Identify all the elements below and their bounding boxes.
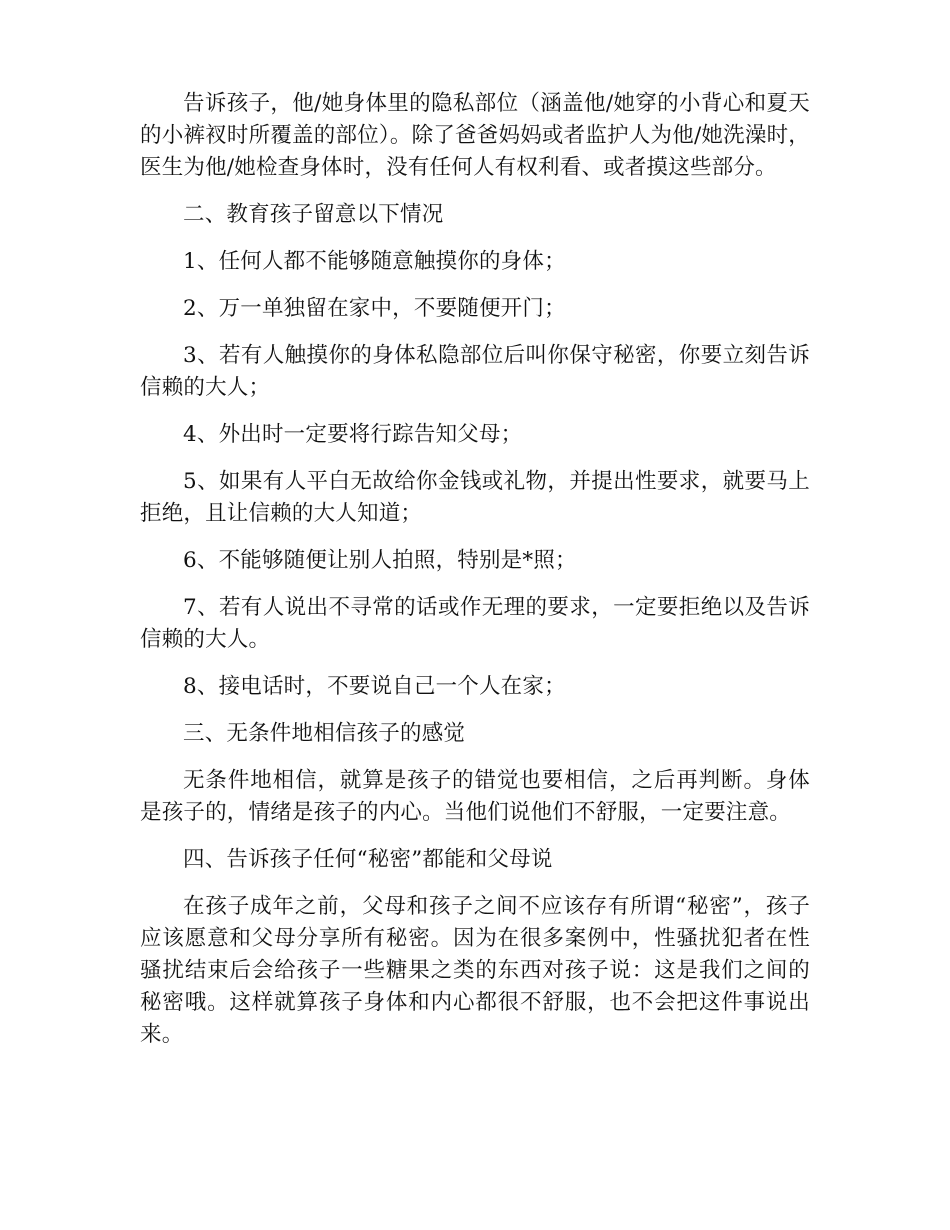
- paragraph-private-parts: 告诉孩子，他/她身体里的隐私部位（涵盖他/她穿的小背心和夏天的小裤衩时所覆盖的部位）。除了爸爸妈妈或者监护人为他/她洗澡时，医生为他/她检查身体时，没有任何人有权利看、或者摸这些部分。: [140, 91, 810, 180]
- document-body: [140, 88, 810, 1066]
- list-item-8: 8、接电话时，不要说自己一个人在家；: [183, 674, 566, 699]
- paragraph-trust-feelings: 无条件地相信，就算是孩子的错觉也要相信，之后再判断。身体是孩子的，情绪是孩子的内心。当他们说他们不舒服，一定要注意。: [140, 768, 810, 825]
- list-item-5: 5、如果有人平白无故给你金钱或礼物，并提出性要求，就要马上拒绝，且让信赖的大人知道；: [140, 469, 810, 526]
- list-item-4: 4、外出时一定要将行踪告知父母；: [183, 422, 523, 447]
- paragraph-no-secrets: 在孩子成年之前，父母和孩子之间不应该存有所谓“秘密”，孩子应该愿意和父母分享所有秘密。因为在很多案例中，性骚扰犯者在性骚扰结束后会给孩子一些糖果之类的东西对孩子说：这是我们之间的秘密哦。这样就算孩子身体和内心都很不舒服，也不会把这件事说出来。: [140, 894, 810, 1047]
- list-item-2: 2、万一单独留在家中，不要随便开门；: [183, 296, 566, 321]
- list-item-3: 3、若有人触摸你的身体私隐部位后叫你保守秘密，你要立刻告诉信赖的大人；: [140, 343, 810, 400]
- list-item-6: 6、不能够随便让别人拍照，特别是*照；: [183, 548, 577, 573]
- section-heading-4: 四、告诉孩子任何“秘密”都能和父母说: [183, 847, 553, 872]
- list-item-1: 1、任何人都不能够随意触摸你的身体；: [183, 249, 566, 274]
- section-heading-3: 三、无条件地相信孩子的感觉: [183, 721, 466, 746]
- list-item-7: 7、若有人说出不寻常的话或作无理的要求，一定要拒绝以及告诉信赖的大人。: [140, 595, 810, 652]
- section-heading-2: 二、教育孩子留意以下情况: [183, 202, 444, 227]
